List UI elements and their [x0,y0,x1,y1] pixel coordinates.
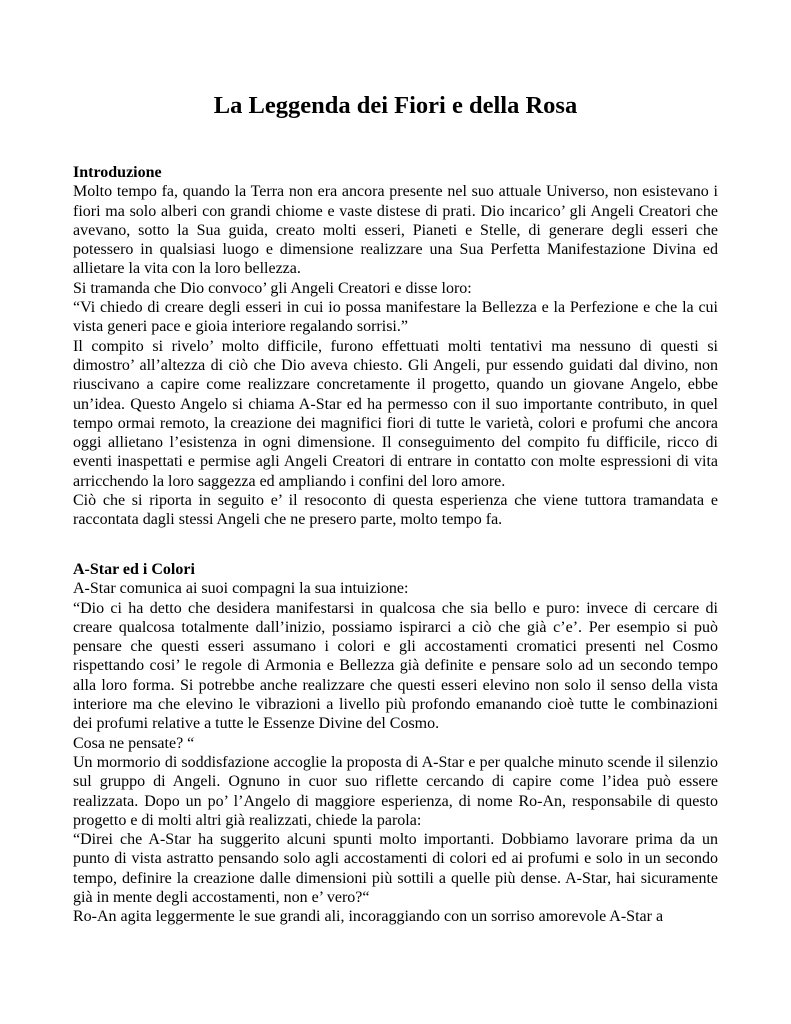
paragraph: A-Star comunica ai suoi compagni la sua intuizione: [73,580,409,598]
quote-paragraph: “Direi che A-Star ha suggerito alcuni spunti molto importanti. Dobbiamo lavorare prima da un punto di vista astratto pensando solo agli accostamenti di colori ed ai profumi e solo in un secondo tempo, definire la creazione dalle dimensioni più sottili a quelle più dense. A-Star, hai sicuramente già in mente degli accostamenti, non e’ vero?“ [73,831,718,907]
paragraph: Ciò che si riporta in seguito e’ il resoconto di questa esperienza che viene tuttora tramandata e raccontata dagli stessi Angeli che ne presero parte, molto tempo fa. [73,492,718,529]
section-introduzione [73,163,718,530]
paragraph: Molto tempo fa, quando la Terra non era ancora presente nel suo attuale Universo, non esistevano i fiori ma solo alberi con grandi chiome e vaste distese di prati. Dio incarico’ gli Angeli Creatori che avevano, sotto la Sua guida, creato molti esseri, Pianeti e Stelle, di generare degli esseri che potessero in qualsiasi luogo e dimensione realizzare una Sua Perfetta Manifestazione Divina ed allietare la vita con la loro bellezza. [73,183,718,278]
paragraph: Un mormorio di soddisfazione accoglie la proposta di A-Star e per qualche minuto scende il silenzio sul gruppo di Angeli. Ognuno in cuor suo riflette cercando di capire come l’idea può essere realizzata. Dopo un po’ l’Angelo di maggiore esperienza, di nome Ro-An, responsabile di questo progetto e di molti altri già realizzati, chiede la parola: [73,753,718,829]
paragraph: Cosa ne pensate? “ [73,734,195,752]
document-title: La Leggenda dei Fiori e della Rosa [213,92,578,119]
quote-paragraph: “Dio ci ha detto che desidera manifestarsi in qualcosa che sia bello e puro: invece di cercare di creare qualcosa totalmente dall’inizio, possiamo ispirarci a ciò che già c’e’. Per esempio si può pensare che questi esseri assumano i colori e gli accostamenti cromatici presenti nel Cosmo rispettando cosi’ le regole di Armonia e Bellezza già definite e pensare solo ad un secondo tempo alla loro forma. Si potrebbe anche realizzare che questi esseri elevino non solo il senso della vista interiore ma che elevino le vibrazioni a livello più profondo emanando cioè tutte le combinazioni dei profumi relative a tutte le Essenze Divine del Cosmo. [73,599,718,733]
quote-paragraph: “Vi chiedo di creare degli esseri in cui io possa manifestare la Bellezza e la Perfezione e che la cui vista generi pace e gioia interiore regalando sorrisi.” [73,299,718,336]
paragraph: Si tramanda che Dio convoco’ gli Angeli Creatori e disse loro: [73,279,472,297]
section-a-star-colori [73,560,718,927]
section-heading: Introduzione [73,164,162,181]
paragraph: Ro-An agita leggermente le sue grandi ali, incoraggiando con un sorriso amorevole A-Star a [73,908,664,926]
section-heading: A-Star ed i Colori [73,561,195,578]
paragraph: Il compito si rivelo’ molto difficile, furono effettuati molti tentativi ma nessuno di questi si dimostro’ all’altezza di ciò che Dio aveva chiesto. Gli Angeli, pur essendo guidati dal divino, non riuscivano a capire come realizzare concretamente il progetto, quando un giovane Angelo, ebbe un’idea. Questo Angelo si chiama A-Star ed ha permesso con il suo importante contributo, in quel tempo ormai remoto, la creazione dei magnifici fiori di tutte le varietà, colori e profumi che ancora oggi allietano l’esistenza in ogni dimensione. Il conseguimento del compito fu difficile, ricco di eventi inaspettati e permise agli Angeli Creatori di entrare in contatto con molte espressioni di vita arricchendo la loro saggezza ed ampliando i confini del loro amore. [73,337,718,490]
